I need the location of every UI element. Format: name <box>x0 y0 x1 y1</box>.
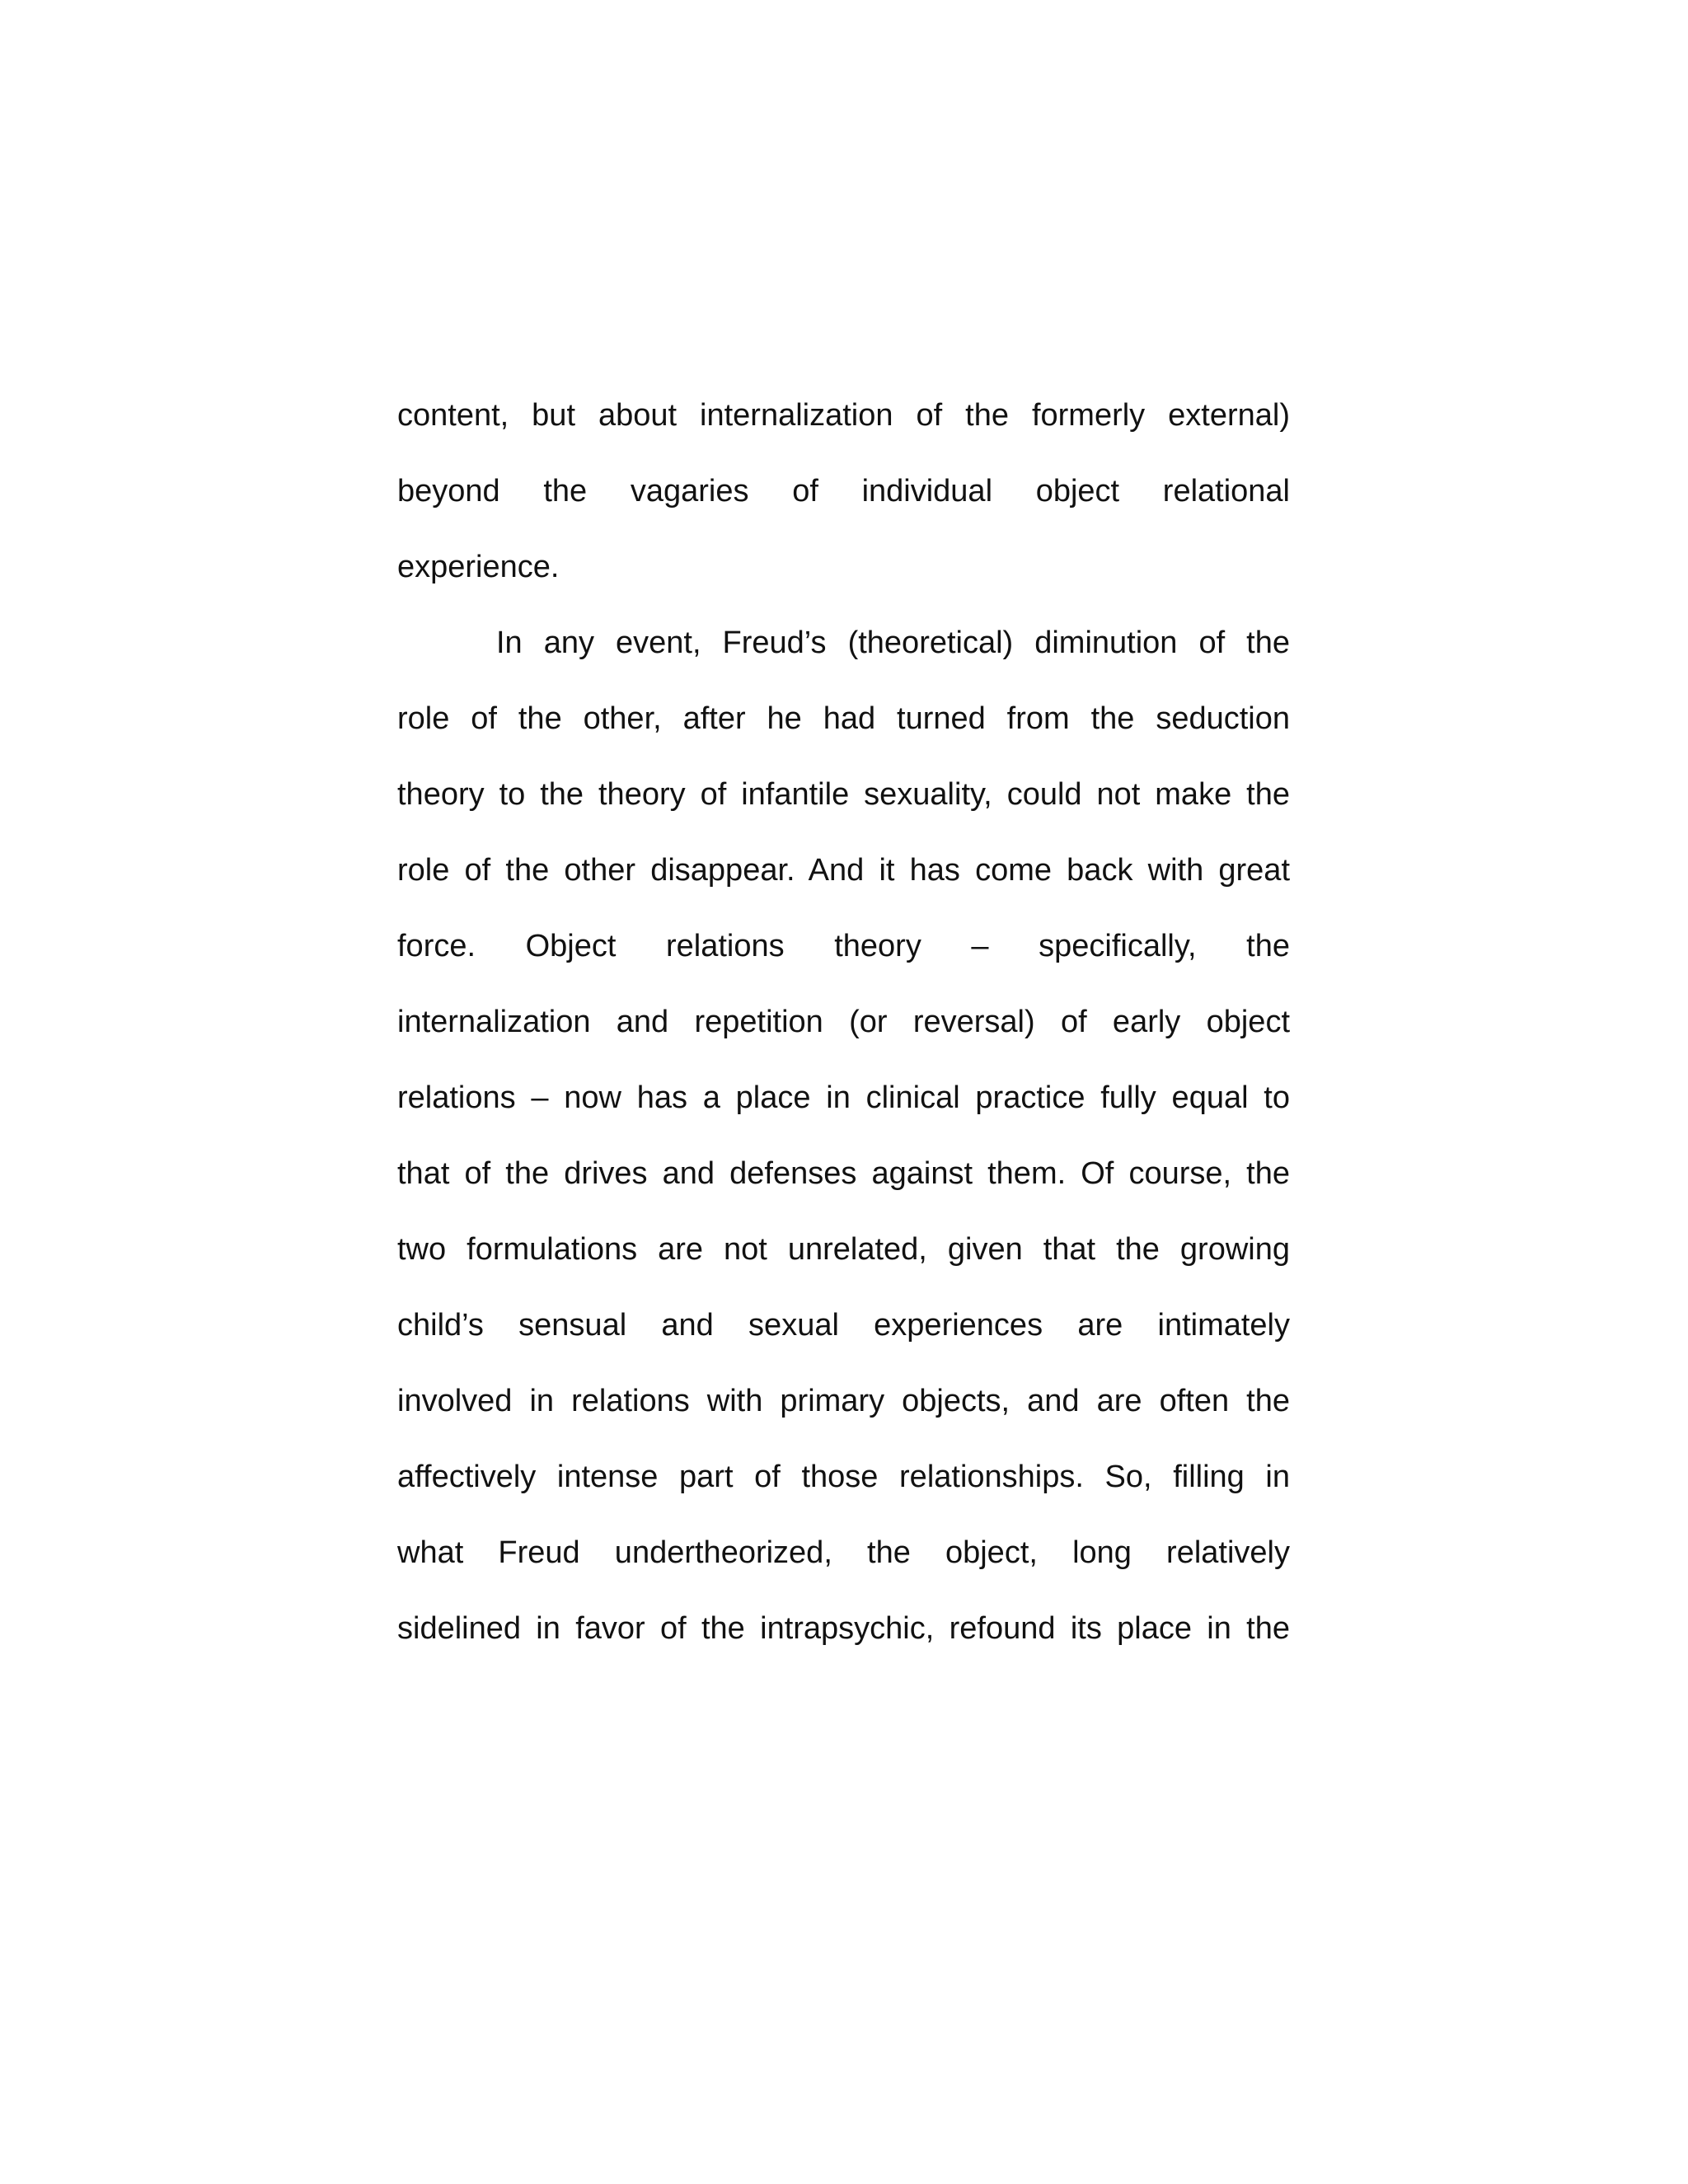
text-line: that of the drives and defenses against them. Of course, the <box>397 1156 1290 1191</box>
paragraph-1 <box>397 386 1290 613</box>
text-line: role of the other, after he had turned from the seduction <box>397 701 1290 736</box>
text-line: beyond the vagaries of individual object relational <box>397 474 1290 509</box>
paragraph-2 <box>397 613 1290 1675</box>
text-line: affectively intense part of those relationships. So, filling in <box>397 1460 1290 1494</box>
text-line: force. Object relations theory – specifically, the <box>397 929 1290 963</box>
text-line: role of the other disappear. And it has come back with great <box>397 853 1290 888</box>
text-line: In any event, Freud’s (theoretical) diminution of the <box>496 626 1290 660</box>
text-line: two formulations are not unrelated, given that the growing <box>397 1232 1290 1267</box>
body-text <box>397 386 1290 1675</box>
text-line: theory to the theory of infantile sexuality, could not make the <box>397 777 1290 812</box>
text-line: relations – now has a place in clinical practice fully equal to <box>397 1080 1290 1115</box>
text-line: involved in relations with primary objects, and are often the <box>397 1384 1290 1418</box>
text-line: what Freud undertheorized, the object, long relatively <box>397 1535 1290 1570</box>
text-line: experience. <box>397 550 560 584</box>
text-line: content, but about internalization of the formerly external) <box>397 398 1290 433</box>
text-line: sidelined in favor of the intrapsychic, refound its place in the <box>397 1611 1290 1646</box>
text-line: internalization and repetition (or reversal) of early object <box>397 1005 1290 1039</box>
text-line: child’s sensual and sexual experiences are intimately <box>397 1308 1290 1343</box>
